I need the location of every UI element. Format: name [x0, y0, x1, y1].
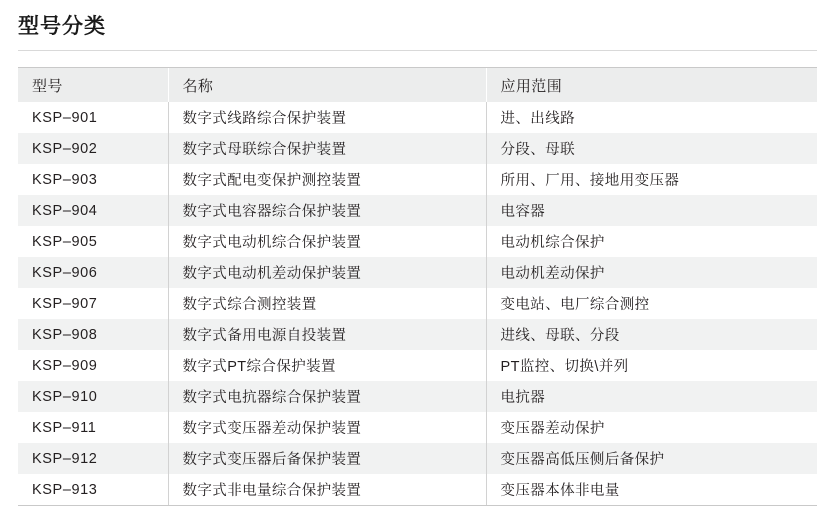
cell-scope: PT监控、切换\并列 [500, 359, 629, 375]
cell-model: KSP–909 [18, 350, 168, 381]
column-header-scope: 应用范围 [486, 68, 817, 102]
cell-scope: 变压器差动保护 [500, 421, 605, 437]
cell-scope: 变电站、电厂综合测控 [500, 297, 650, 313]
cell-model: KSP–910 [18, 381, 168, 412]
column-header-model: 型号 [18, 68, 168, 102]
cell-model: KSP–901 [18, 102, 168, 133]
table-row [18, 133, 817, 164]
cell-model: KSP–902 [18, 133, 168, 164]
cell-model: KSP–912 [18, 443, 168, 474]
cell-scope: 分段、母联 [500, 142, 575, 158]
cell-name: 数字式综合测控装置 [168, 288, 486, 319]
table-row [18, 195, 817, 226]
cell-name: 数字式线路综合保护装置 [168, 102, 486, 133]
table-row [18, 381, 817, 412]
cell-model: KSP–913 [18, 474, 168, 505]
table-body [18, 102, 817, 505]
table-row [18, 257, 817, 288]
cell-scope: 变压器高低压侧后备保护 [500, 452, 665, 468]
cell-scope: 变压器本体非电量 [500, 483, 620, 499]
cell-scope: 进、出线路 [500, 111, 575, 127]
cell-model: KSP–911 [18, 412, 168, 443]
cell-scope: 电动机综合保护 [500, 235, 605, 251]
page-title: 型号分类 [18, 15, 106, 38]
table-row [18, 226, 817, 257]
table-header-row [18, 68, 817, 102]
cell-model: KSP–905 [18, 226, 168, 257]
cell-scope: 进线、母联、分段 [500, 328, 620, 344]
table-row [18, 443, 817, 474]
cell-scope: 电容器 [500, 204, 546, 220]
cell-name: 数字式备用电源自投装置 [168, 319, 486, 350]
title-divider [18, 50, 817, 51]
spec-table-container [18, 67, 817, 506]
cell-scope: 电抗器 [500, 390, 546, 406]
table-row [18, 102, 817, 133]
cell-model: KSP–904 [18, 195, 168, 226]
table-row [18, 474, 817, 505]
cell-scope: 电动机差动保护 [500, 266, 605, 282]
cell-name: 数字式变压器后备保护装置 [168, 443, 486, 474]
cell-name: 数字式电动机差动保护装置 [168, 257, 486, 288]
table-row [18, 288, 817, 319]
table-row [18, 319, 817, 350]
cell-name: 数字式配电变保护测控装置 [168, 164, 486, 195]
table-row [18, 412, 817, 443]
cell-model: KSP–903 [18, 164, 168, 195]
cell-model: KSP–906 [18, 257, 168, 288]
cell-name: 数字式非电量综合保护装置 [168, 474, 486, 505]
cell-name: 数字式母联综合保护装置 [168, 133, 486, 164]
column-header-name: 名称 [168, 68, 486, 102]
cell-name: 数字式电容器综合保护装置 [168, 195, 486, 226]
cell-model: KSP–907 [18, 288, 168, 319]
model-classification-table [18, 68, 817, 505]
cell-model: KSP–908 [18, 319, 168, 350]
cell-scope: 所用、厂用、接地用变压器 [500, 173, 680, 189]
table-header [18, 68, 817, 102]
cell-name: 数字式电动机综合保护装置 [168, 226, 486, 257]
table-row [18, 164, 817, 195]
cell-name: 数字式PT综合保护装置 [168, 350, 486, 381]
cell-name: 数字式变压器差动保护装置 [168, 412, 486, 443]
table-row [18, 350, 817, 381]
title-block [0, 0, 835, 42]
cell-name: 数字式电抗器综合保护装置 [168, 381, 486, 412]
